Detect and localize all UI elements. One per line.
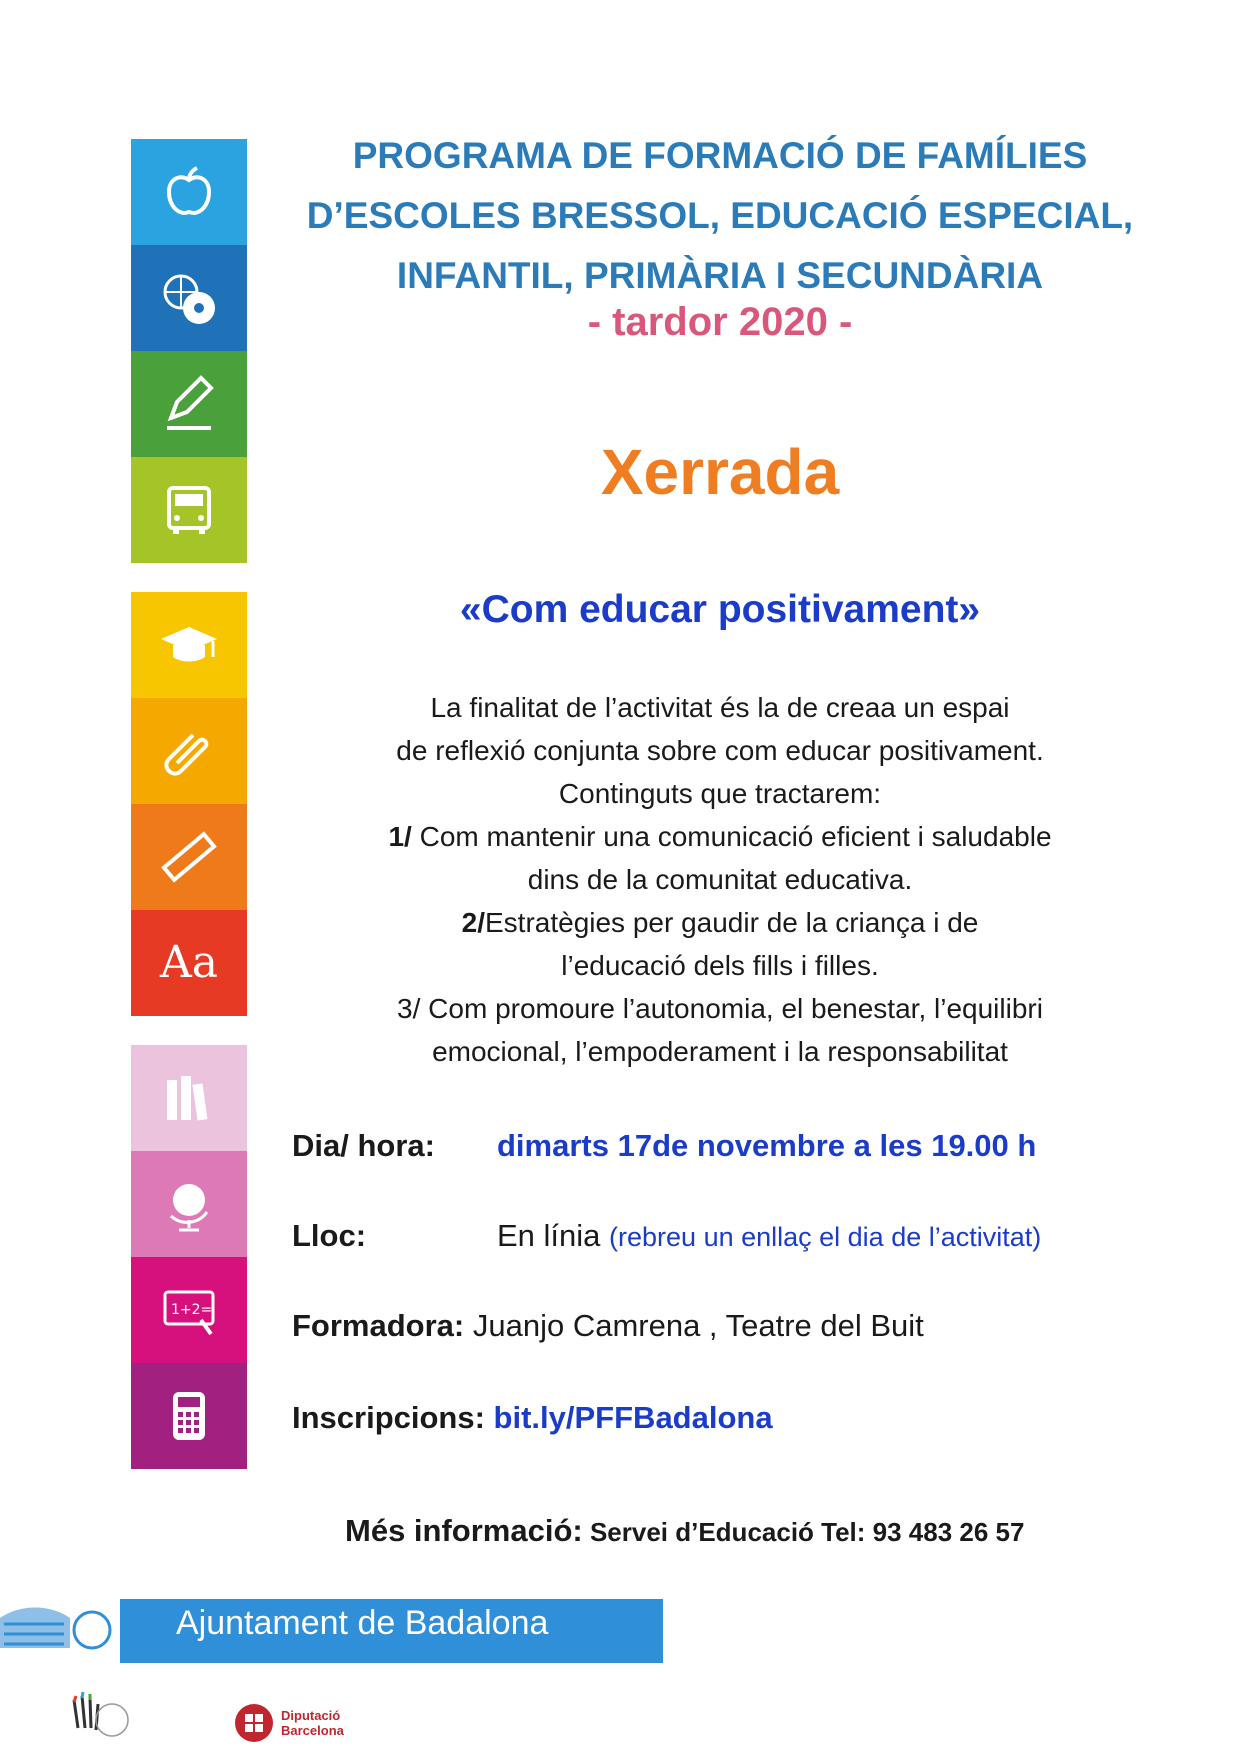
place-value: En línia [497,1218,601,1253]
date-row [292,1128,1037,1164]
graduation-tile [131,592,247,698]
content-item-number: 2/ [461,907,485,938]
place-value-group [497,1218,1041,1254]
trainer-label: Formadora: [292,1308,465,1343]
program-title [270,126,1170,306]
more-info [345,1513,1024,1549]
pencil-icon [157,372,221,436]
more-info-label: Més informació: [345,1513,583,1548]
books-tile [131,1045,247,1151]
content-item-3: 3/ Com promoure l’autonomia, el benestar, l’equilibri [397,993,1043,1024]
math-board-icon [157,1278,221,1342]
signup-row [292,1400,773,1436]
math-tile [131,1257,247,1363]
description-line: La finalitat de l’activitat és la de creaa un espai [430,692,1010,723]
signup-label: Inscripcions: [292,1400,485,1435]
date-value: dimarts 17de novembre a les 19.00 h [497,1128,1037,1163]
trainer-row [292,1308,924,1344]
ruler-icon [157,825,221,889]
globe-icon [157,1172,221,1236]
balls-tile [131,245,247,351]
diputacio-line1: Diputació [281,1708,341,1723]
signup-link[interactable]: bit.ly/PFFBadalona [484,1400,773,1435]
description-line: l’educació dels fills i filles. [561,950,879,981]
description-line: Continguts que tractarem: [558,778,882,809]
diputacio-line2: Barcelona [281,1723,344,1738]
svg-text:1+2=: 1+2= [171,1302,213,1318]
banner-text: Ajuntament de Badalona [176,1604,549,1642]
apple-tile [131,139,247,245]
date-label: Dia/ hora: [292,1128,435,1163]
more-info-value: Servei d’Educació Tel: 93 483 26 57 [582,1517,1025,1547]
content-item-number: 1/ [388,821,412,852]
globe-tile [131,1151,247,1257]
description [270,686,1170,1073]
season-label: - tardor 2020 - [587,300,853,344]
event-type-heading: Xerrada [600,436,840,508]
trainer-value: Juanjo Camrena , Teatre del Buit [464,1308,924,1343]
calculator-tile [131,1363,247,1469]
paperclip-icon [157,719,221,783]
graduation-cap-icon [157,613,221,677]
diputacio-emblem-icon [235,1704,273,1742]
letters-icon: Aa [159,937,218,988]
city-emblem-icon [0,1588,120,1672]
apple-icon [157,160,221,224]
content-item-text: Estratègies per gaudir de la criança i de [484,907,979,938]
bus-tile [131,457,247,563]
content-item-2 [270,901,1170,944]
content-item-text: Com mantenir una comunicació eficient i saludable [411,821,1052,852]
diputacio-barcelona-logo [235,1700,365,1746]
books-icon [157,1066,221,1130]
program-title-line3: INFANTIL, PRIMÀRIA I SECUNDÀRIA [396,255,1044,296]
paperclip-tile [131,698,247,804]
calculator-icon [157,1384,221,1448]
program-title-line2: D’ESCOLES BRESSOL, EDUCACIÓ ESPECIAL, [306,195,1134,236]
ruler-tile [131,804,247,910]
place-note: (rebreu un enllaç el dia de l’activitat) [609,1222,1042,1252]
description-line: dins de la comunitat educativa. [527,864,913,895]
description-line: emocional, l’empoderament i la responsabilitat [432,1036,1008,1067]
balls-icon [157,266,221,330]
content-item-1 [270,815,1170,858]
letters-tile [131,910,247,1016]
place-label: Lloc: [292,1218,367,1253]
place-row [292,1218,1042,1254]
description-line: de reflexió conjunta sobre com educar positivament. [396,735,1044,766]
bus-icon [157,478,221,542]
ciutat-educadora-logo-icon [60,1690,190,1750]
program-title-line1: PROGRAMA DE FORMACIÓ DE FAMÍLIES [352,135,1088,176]
talk-title: «Com educar positivament» [459,588,981,631]
pencil-tile [131,351,247,457]
